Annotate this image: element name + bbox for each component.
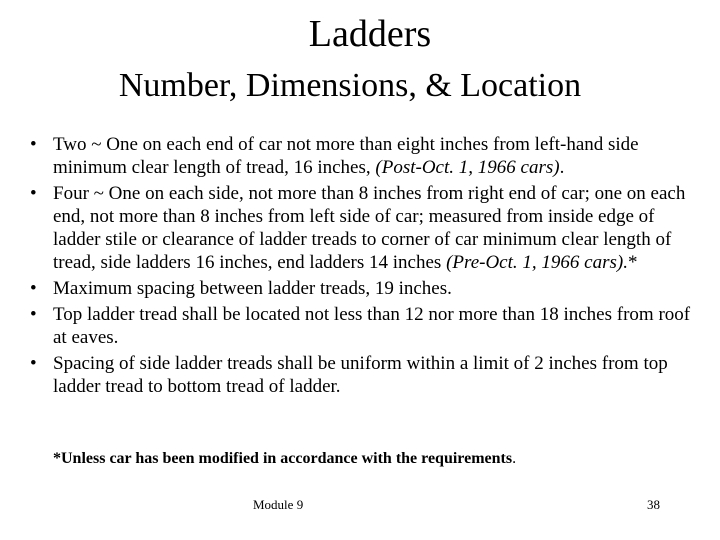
bullet-icon: • xyxy=(30,134,37,155)
slide-subtitle: Number, Dimensions, & Location xyxy=(118,67,582,104)
bullet-item-2 xyxy=(30,182,702,274)
bullet-text: Two ~ One on each end of car not more than eight inches from left-hand side minimum clear length of tread, 16 inches, xyxy=(53,134,639,178)
bullet-icon: • xyxy=(30,353,37,374)
footnote-text: *Unless car has been modified in accordance with the requirements xyxy=(53,450,513,467)
bullet-text: Top ladder tread shall be located not less than 12 nor more than 18 inches from roof at eaves. xyxy=(53,304,691,348)
bullet-icon: • xyxy=(30,183,37,204)
footnote xyxy=(53,449,693,469)
bullet-icon: • xyxy=(30,304,37,325)
slide-title: Ladders xyxy=(308,13,432,55)
footnote-end: . xyxy=(512,450,517,467)
footer-page-number: 38 xyxy=(647,497,660,512)
bullet-italic-text: (Pre-Oct. 1, 1966 cars). xyxy=(446,252,628,273)
bullet-tail-text: * xyxy=(627,252,638,273)
bullet-item-3 xyxy=(30,277,702,300)
footer-module-label: Module 9 xyxy=(253,497,304,512)
bullet-list xyxy=(30,133,702,401)
bullet-text: Four ~ One on each side, not more than 8 inches from right end of car; one on each end, not more than 8 inches from left side of car; measured from inside edge of ladder stile or clearance of ladder treads to corner of car minimum clear length of tread, side ladders 16 inches, end ladders 14 inches xyxy=(53,183,686,273)
bullet-item-1 xyxy=(30,133,702,179)
bullet-icon: • xyxy=(30,278,37,299)
bullet-italic-text: (Post-Oct. 1, 1966 cars) xyxy=(375,157,560,178)
bullet-item-4 xyxy=(30,303,702,349)
bullet-item-5 xyxy=(30,352,702,398)
bullet-tail-text: . xyxy=(559,157,565,178)
bullet-text: Spacing of side ladder treads shall be uniform within a limit of 2 inches from top ladder tread to bottom tread of ladder. xyxy=(53,353,668,397)
bullet-text: Maximum spacing between ladder treads, 19 inches. xyxy=(53,278,452,299)
